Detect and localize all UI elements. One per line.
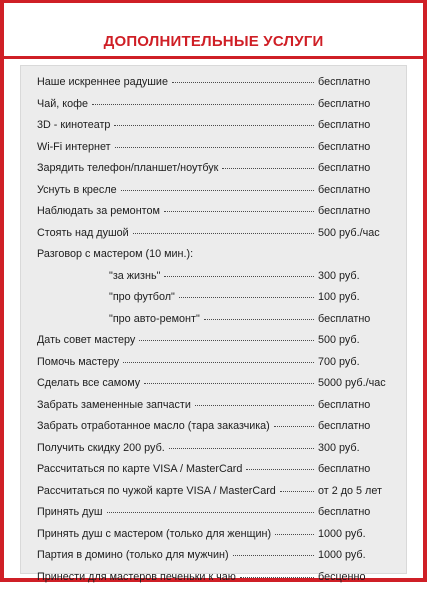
service-row — [21, 356, 406, 378]
dot-leader — [144, 383, 314, 384]
service-price: бесплатно — [318, 119, 396, 131]
service-row — [21, 270, 406, 292]
service-label: Зарядить телефон/планшет/ноутбук — [37, 162, 218, 174]
service-price: 500 руб./час — [318, 227, 396, 239]
dot-leader — [139, 340, 314, 341]
dot-leader — [92, 104, 314, 105]
service-price: 1000 руб. — [318, 528, 396, 540]
service-label: Принять душ — [37, 506, 103, 518]
service-label: Забрать отработанное масло (тара заказчика) — [37, 420, 270, 432]
service-price: бесплатно — [318, 184, 396, 196]
service-label: "про футбол" — [37, 291, 175, 303]
service-label: "за жизнь" — [37, 270, 160, 282]
dot-leader — [115, 147, 314, 148]
service-row — [21, 334, 406, 356]
service-row — [21, 420, 406, 442]
service-price: 700 руб. — [318, 356, 396, 368]
service-row — [21, 485, 406, 507]
service-row — [21, 184, 406, 206]
service-price: 5000 руб./час — [318, 377, 396, 389]
service-label: Принять душ с мастером (только для женщин) — [37, 528, 271, 540]
service-label: 3D - кинотеатр — [37, 119, 110, 131]
service-price: бесплатно — [318, 76, 396, 88]
dot-leader — [246, 469, 314, 470]
service-label: Сделать все самому — [37, 377, 140, 389]
dot-leader — [274, 426, 314, 427]
dot-leader — [123, 362, 314, 363]
service-label: Разговор с мастером (10 мин.): — [37, 248, 193, 260]
service-label: Чай, кофе — [37, 98, 88, 110]
service-price: бесплатно — [318, 141, 396, 153]
dot-leader — [179, 297, 314, 298]
service-row — [21, 76, 406, 98]
service-row — [21, 528, 406, 550]
service-label: Получить скидку 200 руб. — [37, 442, 165, 454]
dot-leader — [133, 233, 314, 234]
service-row — [21, 227, 406, 249]
service-price: 300 руб. — [318, 442, 396, 454]
service-row — [21, 549, 406, 571]
page-title: ДОПОЛНИТЕЛЬНЫЕ УСЛУГИ — [4, 33, 423, 50]
service-row — [21, 399, 406, 421]
dot-leader — [164, 276, 314, 277]
services-panel — [20, 65, 407, 574]
title-underline — [4, 56, 423, 59]
service-label: Уснуть в кресле — [37, 184, 117, 196]
dot-leader — [195, 405, 314, 406]
dot-leader — [172, 82, 314, 83]
service-row — [21, 98, 406, 120]
service-price: 500 руб. — [318, 334, 396, 346]
service-row — [21, 377, 406, 399]
dot-leader — [204, 319, 314, 320]
service-row — [21, 141, 406, 163]
service-row — [21, 119, 406, 141]
service-price: бесплатно — [318, 463, 396, 475]
service-price: 100 руб. — [318, 291, 396, 303]
service-label: Наблюдать за ремонтом — [37, 205, 160, 217]
dot-leader — [121, 190, 314, 191]
service-price: бесплатно — [318, 313, 396, 325]
service-price: бесплатно — [318, 98, 396, 110]
dot-leader — [222, 168, 314, 169]
service-price: бесплатно — [318, 506, 396, 518]
service-price: 1000 руб. — [318, 549, 396, 561]
service-label: Дать совет мастеру — [37, 334, 135, 346]
service-price: бесплатно — [318, 162, 396, 174]
service-row — [21, 571, 406, 592]
service-row — [21, 442, 406, 464]
dot-leader — [107, 512, 314, 513]
service-price: бесплатно — [318, 205, 396, 217]
service-label: "про авто-ремонт" — [37, 313, 200, 325]
service-price: бесценно — [318, 571, 396, 583]
dot-leader — [114, 125, 314, 126]
service-label: Стоять над душой — [37, 227, 129, 239]
service-price: 300 руб. — [318, 270, 396, 282]
service-label: Наше искреннее радушие — [37, 76, 168, 88]
service-row — [21, 205, 406, 227]
services-list — [21, 76, 406, 592]
service-label: Рассчитаться по чужой карте VISA / MasterCard — [37, 485, 276, 497]
dot-leader — [280, 491, 314, 492]
service-row — [21, 162, 406, 184]
service-price: бесплатно — [318, 399, 396, 411]
service-label: Забрать замененные запчасти — [37, 399, 191, 411]
dot-leader — [164, 211, 314, 212]
dot-leader — [233, 555, 314, 556]
service-price: бесплатно — [318, 420, 396, 432]
service-label: Принести для мастеров печеньки к чаю — [37, 571, 236, 583]
service-label: Wi-Fi интернет — [37, 141, 111, 153]
service-row — [21, 291, 406, 313]
service-row — [21, 313, 406, 335]
service-label: Партия в домино (только для мужчин) — [37, 549, 229, 561]
dot-leader — [169, 448, 314, 449]
service-label: Рассчитаться по карте VISA / MasterCard — [37, 463, 242, 475]
service-row — [21, 463, 406, 485]
sheet-header — [4, 3, 423, 60]
service-row — [21, 506, 406, 528]
service-group-heading — [21, 248, 406, 270]
service-label: Помочь мастеру — [37, 356, 119, 368]
dot-leader — [275, 534, 314, 535]
dot-leader — [240, 577, 314, 578]
service-price: от 2 до 5 лет — [318, 485, 396, 497]
